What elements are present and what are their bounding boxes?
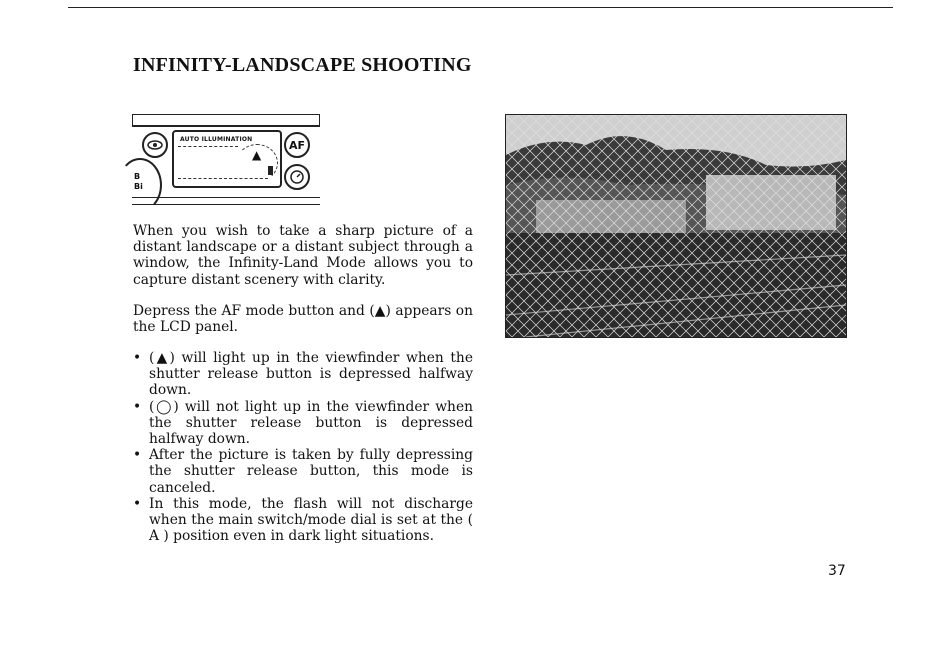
lcd-display	[172, 130, 282, 188]
lcd-mode-text: AUTO ILLUMINATION	[180, 136, 253, 143]
intro-paragraph-2: Depress the AF mode button and (▲) appears on the LCD panel.	[133, 303, 473, 336]
lcd-dashed-line-bottom	[178, 178, 268, 179]
panel-frame-top	[132, 114, 320, 127]
battery-icon	[268, 166, 273, 175]
top-rule	[68, 7, 893, 8]
panel-frame-bottom	[132, 197, 320, 205]
list-item: • (▲) will light up in the viewfinder when the shutter release button is depressed halfway down.	[133, 350, 473, 399]
list-item: • In this mode, the flash will not discharge when the main switch/mode dial is set at the ( A ) position even in dark light situations.	[133, 496, 473, 545]
af-button: AF	[284, 132, 310, 158]
list-item: • (◯) will not light up in the viewfinder when the shutter release button is depressed halfway down.	[133, 399, 473, 448]
intro-paragraph-1: When you wish to take a sharp picture of a distant landscape or a distant subject through a window, the Infinity-Land Mode allows you to capture distant scenery with clarity.	[133, 223, 473, 288]
page-title: INFINITY-LANDSCAPE SHOOTING	[133, 54, 472, 76]
list-item: • After the picture is taken by fully depressing the shutter release button, this mode is canceled.	[133, 447, 473, 496]
dial-label-bi: Bi	[134, 182, 143, 191]
page-number: 37	[828, 563, 846, 579]
self-timer-icon	[284, 164, 310, 190]
landscape-mountain-icon: ▲	[252, 148, 262, 162]
dial-label-b: B	[134, 172, 141, 181]
lcd-panel-illustration	[132, 114, 320, 209]
eye-icon	[142, 132, 168, 158]
landscape-through-fence-photo	[505, 114, 847, 338]
lcd-dashed-line	[178, 146, 238, 147]
bullet-list	[133, 350, 473, 544]
